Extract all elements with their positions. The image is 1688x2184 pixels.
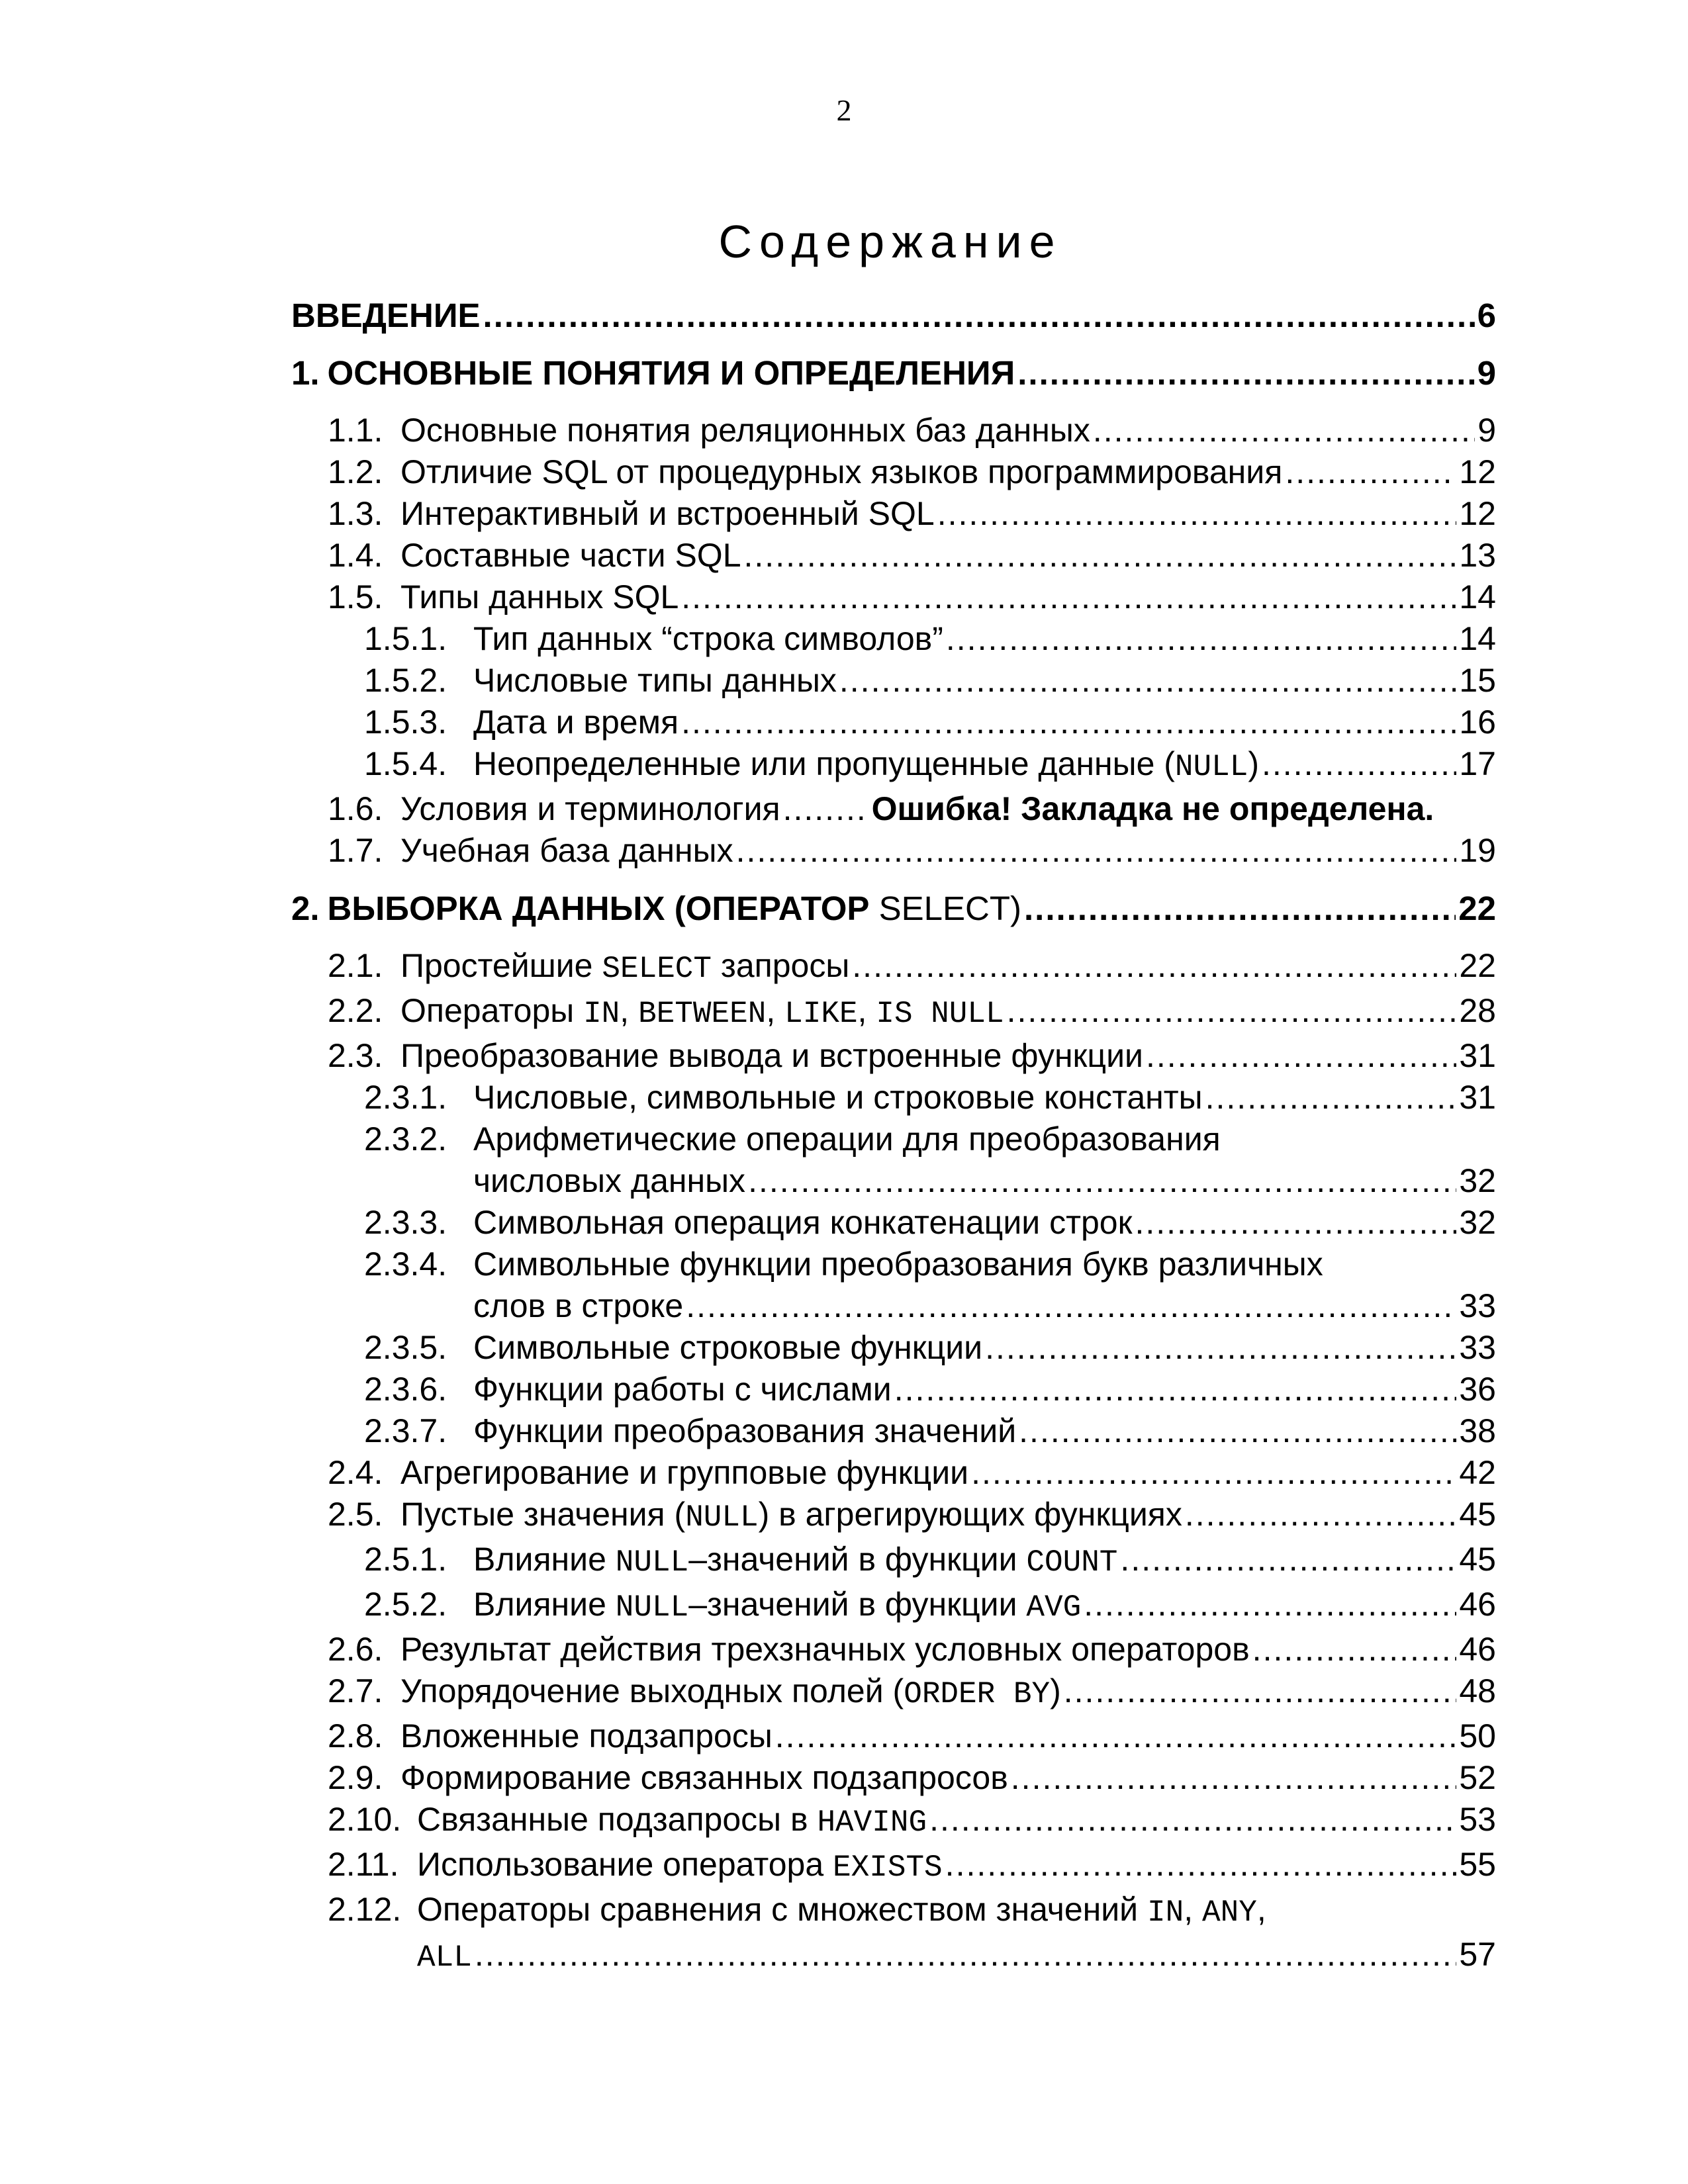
dot-leader <box>736 830 1457 872</box>
dot-leader <box>483 295 1475 336</box>
entry-text: Операторы сравнения с множеством значений IN, ANY, <box>417 1891 1266 1930</box>
entry-page: 33 <box>1459 1329 1496 1366</box>
entry-page: 9 <box>1477 412 1496 449</box>
code-keyword: EXISTS <box>833 1850 943 1885</box>
toc-entry-intro[interactable] <box>291 295 1496 336</box>
toc-entry-2-3-7[interactable] <box>291 1410 1496 1452</box>
toc-entry-2-11[interactable] <box>291 1844 1496 1889</box>
toc-entry-1-5-4[interactable] <box>291 743 1496 788</box>
entry-page: 46 <box>1459 1586 1496 1623</box>
entry-number: 2.3.2. <box>364 1120 447 1158</box>
entry-text: Функции преобразования значений <box>473 1412 1017 1449</box>
entry-page: 45 <box>1459 1541 1496 1578</box>
entry-page: 32 <box>1459 1204 1496 1241</box>
entry-number: 2.3.6. <box>364 1371 447 1408</box>
page-number: 2 <box>836 93 852 127</box>
toc-entry-1-4[interactable] <box>291 535 1496 576</box>
entry-page: 13 <box>1459 537 1496 574</box>
entry-page: 36 <box>1459 1371 1496 1408</box>
entry-page: 42 <box>1459 1454 1496 1491</box>
dot-leader <box>681 576 1456 618</box>
entry-text: ВВЕДЕНИЕ <box>291 296 481 334</box>
entry-text: Составные части SQL <box>400 537 741 574</box>
entry-page: 48 <box>1459 1672 1496 1709</box>
entry-number: 1.3. <box>328 495 383 532</box>
entry-text: Вложенные подзапросы <box>400 1717 773 1754</box>
dot-leader <box>783 788 869 830</box>
entry-text: Преобразование вывода и встроенные функции <box>400 1037 1143 1074</box>
entry-text: Связанные подзапросы в HAVING <box>417 1801 927 1840</box>
entry-text: Символьные функции преобразования букв различных <box>473 1246 1323 1283</box>
entry-number: 2.3.7. <box>364 1412 447 1449</box>
toc-entry-2-4[interactable] <box>291 1452 1496 1494</box>
toc-entry-chapter-1[interactable] <box>291 352 1496 394</box>
entry-text: Интерактивный и встроенный SQL <box>400 495 935 532</box>
toc-entry-2-12[interactable] <box>291 1889 1496 1979</box>
entry-number: 2.3.1. <box>364 1079 447 1116</box>
dot-leader <box>894 1369 1457 1410</box>
dot-leader <box>839 660 1456 702</box>
entry-number: 1.4. <box>328 537 383 574</box>
dot-leader <box>775 1715 1457 1757</box>
code-keyword: SELECT <box>602 952 712 986</box>
entry-text: Агрегирование и групповые функции <box>400 1454 969 1491</box>
entry-text: Упорядочение выходных полей (ORDER BY) <box>400 1672 1061 1711</box>
dot-leader <box>946 618 1456 660</box>
entry-number: 1.5.3. <box>364 704 447 741</box>
entry-number: 2. <box>291 889 320 927</box>
entry-text: Условия и терминология <box>400 790 780 827</box>
entry-text: Символьная операция конкатенации строк <box>473 1204 1133 1241</box>
toc-entry-2-9[interactable] <box>291 1757 1496 1799</box>
entry-number: 2.8. <box>328 1717 383 1754</box>
dot-leader <box>1205 1077 1457 1118</box>
dot-leader <box>1007 990 1457 1032</box>
toc-entry-chapter-2[interactable] <box>291 887 1496 929</box>
entry-page: 16 <box>1459 704 1496 741</box>
entry-number: 2.10. <box>328 1801 402 1838</box>
entry-text: Дата и время <box>473 704 679 741</box>
entry-page: 28 <box>1459 992 1496 1029</box>
dot-leader <box>1262 743 1456 785</box>
toc-title: Содержание <box>718 216 1062 267</box>
entry-number: 2.3.4. <box>364 1246 447 1283</box>
entry-page: 31 <box>1459 1037 1496 1074</box>
toc-entry-2-3-3[interactable] <box>291 1202 1496 1244</box>
code-keyword: ORDER BY <box>904 1677 1051 1711</box>
entry-number: 1.7. <box>328 832 383 869</box>
toc-entry-2-7[interactable] <box>291 1670 1496 1715</box>
dot-leader <box>1146 1035 1456 1077</box>
entry-text: Арифметические операции для преобразования <box>473 1120 1221 1158</box>
toc-entry-1-5-2[interactable] <box>291 660 1496 702</box>
dot-leader <box>681 702 1456 743</box>
entry-number: 1.5.4. <box>364 745 447 782</box>
entry-page: 45 <box>1459 1496 1496 1533</box>
dot-leader <box>1024 887 1456 929</box>
entry-text-continued: числовых данных <box>473 1162 746 1199</box>
dot-leader <box>1120 1539 1456 1580</box>
dot-leader <box>475 1934 1457 1976</box>
toc-entry-1-5-3[interactable] <box>291 702 1496 743</box>
entry-number: 1.5.2. <box>364 662 447 699</box>
dot-leader <box>1011 1757 1457 1799</box>
dot-leader <box>1084 1584 1456 1625</box>
entry-number: 2.9. <box>328 1759 383 1796</box>
entry-number: 2.1. <box>328 947 383 984</box>
entry-page: 52 <box>1459 1759 1496 1796</box>
entry-text-continued: слов в строке <box>473 1287 684 1324</box>
dot-leader <box>929 1799 1456 1841</box>
entry-page: 12 <box>1459 453 1496 490</box>
dot-leader <box>744 535 1457 576</box>
toc-entry-1-5[interactable] <box>291 576 1496 618</box>
table-of-contents <box>291 295 1496 1979</box>
dot-leader <box>1185 1494 1457 1535</box>
entry-number: 1.5. <box>328 578 383 615</box>
entry-page: 55 <box>1459 1846 1496 1883</box>
entry-number: 2.2. <box>328 992 383 1029</box>
entry-text-continued: ALL <box>417 1940 472 1975</box>
entry-number: 2.3.3. <box>364 1204 447 1241</box>
dot-leader <box>748 1160 1456 1202</box>
entry-number: 2.3.5. <box>364 1329 447 1366</box>
entry-text: Числовые, символьные и строковые константы <box>473 1079 1203 1116</box>
dot-leader <box>1017 352 1474 394</box>
entry-text: ВЫБОРКА ДАННЫХ (ОПЕРАТОР SELECT) <box>327 889 1021 927</box>
entry-page: 31 <box>1459 1079 1496 1116</box>
dot-leader <box>1252 1629 1457 1670</box>
entry-page: 14 <box>1459 578 1496 615</box>
entry-page: 57 <box>1459 1936 1496 1973</box>
toc-entry-2-3[interactable] <box>291 1035 1496 1077</box>
entry-page: 9 <box>1477 354 1496 392</box>
toc-entry-2-1[interactable] <box>291 945 1496 990</box>
entry-text: Отличие SQL от процедурных языков программирования <box>400 453 1283 490</box>
dot-leader <box>686 1285 1456 1327</box>
toc-entry-2-3-6[interactable] <box>291 1369 1496 1410</box>
toc-entry-2-2[interactable] <box>291 990 1496 1035</box>
entry-text: Числовые типы данных <box>473 662 837 699</box>
code-keyword: NULL <box>1174 750 1248 784</box>
dot-leader <box>1019 1410 1456 1452</box>
toc-entry-2-3-5[interactable] <box>291 1327 1496 1369</box>
code-keyword: NULL <box>685 1500 759 1535</box>
entry-page: 33 <box>1459 1287 1496 1324</box>
entry-page: 22 <box>1459 947 1496 984</box>
entry-number: 2.6. <box>328 1631 383 1668</box>
entry-text: Неопределенные или пропущенные данные (NULL) <box>473 745 1259 784</box>
entry-number: 2.7. <box>328 1672 383 1709</box>
entry-number: 2.11. <box>328 1846 399 1883</box>
toc-entry-2-10[interactable] <box>291 1799 1496 1844</box>
toc-entry-2-6[interactable] <box>291 1629 1496 1670</box>
toc-entry-1-7[interactable] <box>291 830 1496 872</box>
entry-number: 1.2. <box>328 453 383 490</box>
toc-entry-1-5-1[interactable] <box>291 618 1496 660</box>
entry-text: Функции работы с числами <box>473 1371 892 1408</box>
entry-text: Простейшие SELECT запросы <box>400 947 850 986</box>
entry-text: Типы данных SQL <box>400 578 679 615</box>
toc-entry-2-8[interactable] <box>291 1715 1496 1757</box>
entry-page: 38 <box>1459 1412 1496 1449</box>
entry-text: Операторы IN, BETWEEN, LIKE, IS NULL <box>400 992 1004 1031</box>
code-keyword: HAVING <box>817 1805 927 1840</box>
entry-text: Тип данных “строка символов” <box>473 620 943 657</box>
bookmark-error-text: Ошибка! Закладка не определена. <box>871 790 1434 827</box>
toc-entry-2-5-2[interactable] <box>291 1584 1496 1629</box>
entry-page: 12 <box>1459 495 1496 532</box>
dot-leader <box>852 945 1456 987</box>
entry-text: Влияние NULL–значений в функции COUNT <box>473 1541 1118 1580</box>
entry-text: Учебная база данных <box>400 832 733 869</box>
entry-text: Результат действия трехзначных условных операторов <box>400 1631 1250 1668</box>
entry-number: 2.5. <box>328 1496 383 1533</box>
entry-number: 2.12. <box>328 1891 402 1928</box>
entry-number: 2.4. <box>328 1454 383 1491</box>
entry-number: 2.5.2. <box>364 1586 447 1623</box>
dot-leader <box>945 1844 1457 1886</box>
toc-entry-2-3-1[interactable] <box>291 1077 1496 1118</box>
entry-text: Основные понятия реляционных баз данных <box>400 412 1090 449</box>
entry-number: 1.1. <box>328 412 383 449</box>
entry-number: 2.3. <box>328 1037 383 1074</box>
entry-page: 53 <box>1459 1801 1496 1838</box>
dot-leader <box>1285 451 1456 493</box>
dot-leader <box>1064 1670 1457 1712</box>
entry-text: Формирование связанных подзапросов <box>400 1759 1008 1796</box>
entry-text: Пустые значения (NULL) в агрегирующих функциях <box>400 1496 1182 1535</box>
toc-entry-2-5-1[interactable] <box>291 1539 1496 1584</box>
dot-leader <box>1093 410 1475 451</box>
entry-number: 2.5.1. <box>364 1541 447 1578</box>
dot-leader <box>937 493 1457 535</box>
entry-page: 6 <box>1477 296 1496 334</box>
entry-page: 14 <box>1459 620 1496 657</box>
toc-entry-1-3[interactable] <box>291 493 1496 535</box>
dot-leader <box>971 1452 1456 1494</box>
toc-entry-2-3-2[interactable] <box>291 1118 1496 1202</box>
entry-page: 46 <box>1459 1631 1496 1668</box>
dot-leader <box>985 1327 1456 1369</box>
entry-number: 1. <box>291 354 320 392</box>
entry-number: 1.6. <box>328 790 383 827</box>
entry-text: Влияние NULL–значений в функции AVG <box>473 1586 1082 1625</box>
entry-page: 50 <box>1459 1717 1496 1754</box>
entry-page: 22 <box>1458 889 1496 927</box>
toc-entry-1-6[interactable] <box>291 788 1496 830</box>
entry-page: 32 <box>1459 1162 1496 1199</box>
entry-number: 1.5.1. <box>364 620 447 657</box>
entry-page: 17 <box>1459 745 1496 782</box>
toc-entry-1-1[interactable] <box>291 410 1496 451</box>
toc-entry-1-2[interactable] <box>291 451 1496 493</box>
toc-entry-2-5[interactable] <box>291 1494 1496 1539</box>
dot-leader <box>1135 1202 1456 1244</box>
entry-text: ОСНОВНЫЕ ПОНЯТИЯ И ОПРЕДЕЛЕНИЯ <box>327 354 1015 392</box>
entry-text: Использование оператора EXISTS <box>417 1846 943 1885</box>
entry-text: Символьные строковые функции <box>473 1329 983 1366</box>
entry-page: 15 <box>1459 662 1496 699</box>
toc-entry-2-3-4[interactable] <box>291 1244 1496 1327</box>
entry-page: 19 <box>1459 832 1496 869</box>
